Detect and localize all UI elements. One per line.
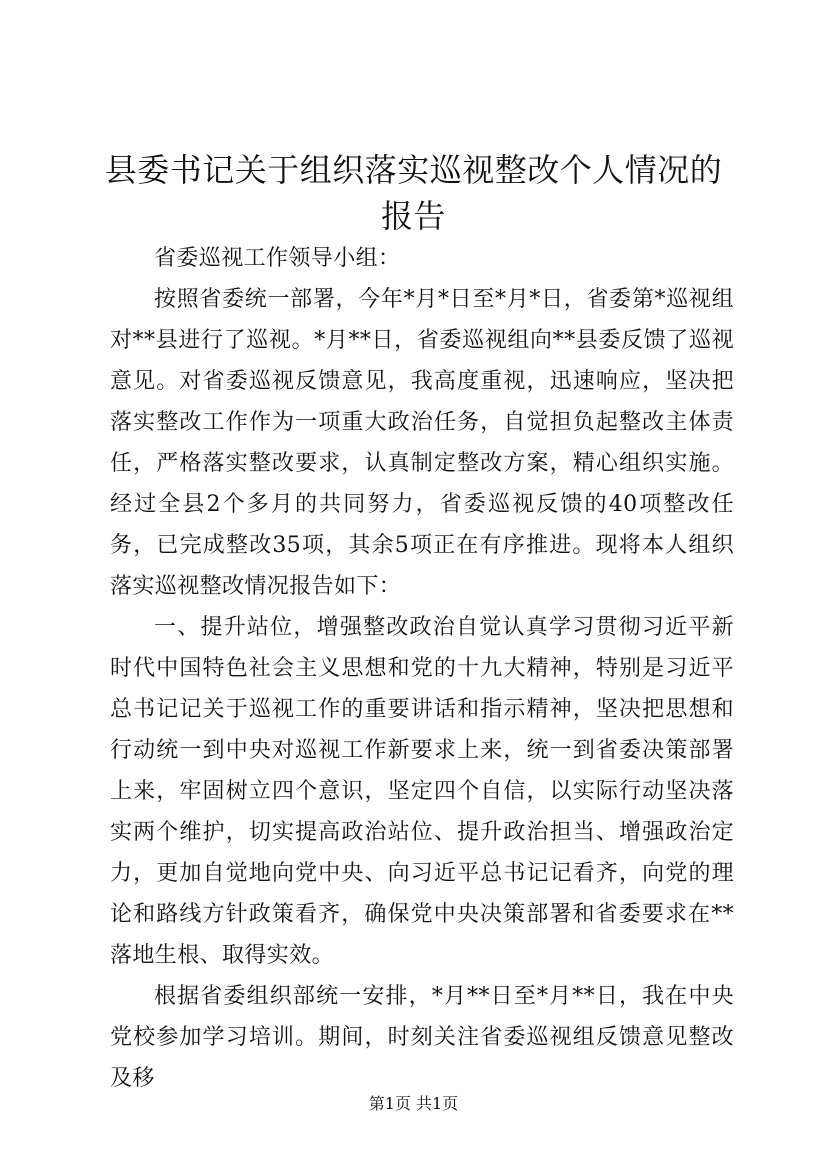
document-body (110, 238, 734, 1099)
salutation: 省委巡视工作领导小组： (154, 246, 401, 271)
document-title: 县委书记关于组织落实巡视整改个人情况的报告 (104, 151, 723, 235)
paragraph-2: 一、提升站位，增强整改政治自觉认真学习贯彻习近平新时代中国特色社会主义思想和党的十九大精神，特别是习近平总书记记关于巡视工作的重要讲话和指示精神，坚决把思想和行动统一到中央对巡视工作新要求上来，统一到省委决策部署上来，牢固树立四个意识，坚定四个自信，以实际行动坚决落实两个维护，切实提高政治站位、提升政治担当、增强政治定力，更加自觉地向党中央、向习近平总书记记看齐，向党的理论和路线方针政策看齐，确保党中央决策部署和省委要求在**落地生根、取得实效。 (110, 615, 734, 968)
paragraph-1: 按照省委统一部署，今年*月*日至*月*日，省委第*巡视组对**县进行了巡视。*月**日，省委巡视组向**县委反馈了巡视意见。对省委巡视反馈意见，我高度重视，迅速响应，坚决把落实整改工作作为一项重大政治任务，自觉担负起整改主体责任，严格落实整改要求，认真制定整改方案，精心组织实施。经过全县2个多月的共同努力，省委巡视反馈的40项整改任务，已完成整改35项，其余5项正在有序推进。现将本人组织落实巡视整改情况报告如下： (110, 287, 734, 599)
page-footer: 第1页 共1页 (368, 1094, 459, 1113)
paragraph-3: 根据省委组织部统一安排，*月**日至*月**日，我在中央党校参加学习培训。期间，时刻关注省委巡视组反馈意见整改及移 (110, 984, 734, 1091)
